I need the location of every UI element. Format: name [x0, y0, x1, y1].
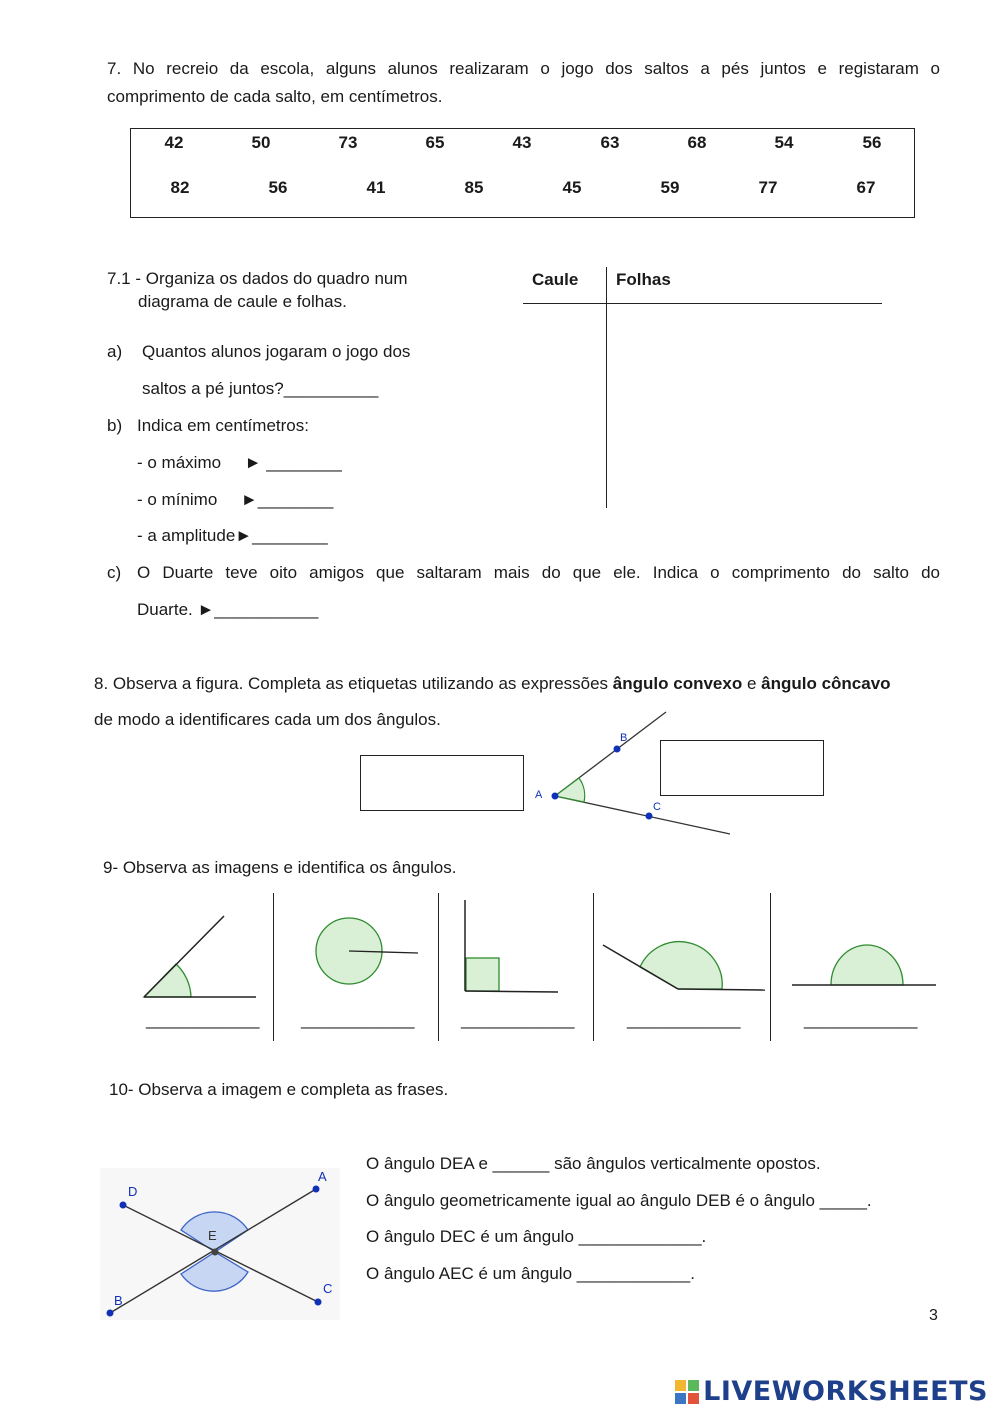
point-label-b: B: [114, 1293, 123, 1308]
item-b-text: Indica em centímetros:: [137, 416, 309, 435]
item-a-line1: Quantos alunos jogaram o jogo dos: [142, 342, 411, 361]
data-value: 43: [512, 133, 532, 152]
amplitude-answer-line[interactable]: - a amplitude►________: [137, 526, 328, 545]
angle-answer-blank[interactable]: ____________: [627, 1010, 741, 1029]
point-label-b: B: [620, 732, 628, 744]
q71-text-line1: 7.1 - Organiza os dados do quadro num: [107, 269, 408, 288]
liveworksheets-logo: [675, 1376, 988, 1407]
data-value: 42: [164, 133, 184, 152]
point-label-a: A: [318, 1169, 327, 1184]
point-label-c: C: [323, 1281, 333, 1296]
term-concave: ângulo côncavo: [761, 674, 891, 693]
term-convex: ângulo convexo: [612, 674, 743, 693]
q10-title: 10- Observa a imagem e completa as frases.: [109, 1080, 449, 1099]
data-value: 45: [562, 178, 582, 197]
data-value: 56: [268, 178, 288, 197]
item-c-marker: c): [107, 563, 122, 582]
leaf-header: Folhas: [616, 270, 671, 289]
point-label-c: C: [653, 801, 661, 813]
point-label-d: D: [128, 1184, 138, 1199]
q10-sentence-4[interactable]: O ângulo AEC é um ângulo ____________.: [366, 1264, 695, 1283]
data-value: 63: [600, 133, 620, 152]
angle-answer-blank[interactable]: ____________: [461, 1010, 575, 1029]
data-value: 41: [366, 178, 386, 197]
item-a-marker: a): [107, 342, 123, 361]
data-value: 67: [856, 178, 876, 197]
item-c-answer-line[interactable]: Duarte. ►___________: [137, 600, 319, 619]
q7-text-line1: 7. No recreio da escola, alguns alunos realizaram o jogo dos saltos a pés juntos e registaram o: [107, 59, 940, 78]
min-answer-line[interactable]: - o mínimo ►________: [137, 490, 334, 509]
brand-name: LIVEWORKSHEETS: [703, 1376, 988, 1407]
data-value: 59: [660, 178, 680, 197]
angle-answer-blank[interactable]: ____________: [146, 1010, 260, 1029]
item-b-marker: b): [107, 416, 123, 435]
q10-sentence-1[interactable]: O ângulo DEA e ______ são ângulos verticalmente opostos.: [366, 1154, 821, 1173]
data-value: 50: [251, 133, 271, 152]
point-label-a: A: [535, 789, 543, 801]
data-value: 82: [170, 178, 190, 197]
data-value: 77: [758, 178, 778, 197]
data-value: 73: [338, 133, 358, 152]
page-number: 3: [929, 1307, 938, 1324]
q7-text-line2: comprimento de cada salto, em centímetros.: [107, 87, 443, 106]
item-c-line1: O Duarte teve oito amigos que saltaram mais do que ele. Indica o comprimento do salto do: [137, 563, 940, 582]
angle-answer-blank[interactable]: ____________: [301, 1010, 415, 1029]
data-value: 54: [774, 133, 794, 152]
data-value: 68: [687, 133, 707, 152]
stem-header: Caule: [532, 270, 579, 289]
data-value: 85: [464, 178, 484, 197]
data-value: 65: [425, 133, 445, 152]
q10-sentence-3[interactable]: O ângulo DEC é um ângulo _____________.: [366, 1227, 707, 1246]
item-a-answer-line[interactable]: saltos a pé juntos?__________: [142, 379, 379, 398]
q10-sentence-2[interactable]: O ângulo geometricamente igual ao ângulo DEB é o ângulo _____.: [366, 1191, 872, 1210]
brand-grid-icon: [675, 1380, 699, 1404]
q9-title: 9- Observa as imagens e identifica os ângulos.: [103, 858, 457, 877]
point-label-e: E: [208, 1228, 217, 1243]
q8-text-line1: 8. Observa a figura. Completa as etiquetas utilizando as expressões ângulo convexo e ângulo côncavo: [94, 674, 891, 693]
data-value: 56: [862, 133, 882, 152]
angle-answer-blank[interactable]: ____________: [804, 1010, 918, 1029]
q71-text-line2: diagrama de caule e folhas.: [138, 292, 347, 311]
max-answer-line[interactable]: - o máximo ► ________: [137, 453, 342, 472]
q8-text-line2: de modo a identificares cada um dos ângulos.: [94, 710, 441, 729]
